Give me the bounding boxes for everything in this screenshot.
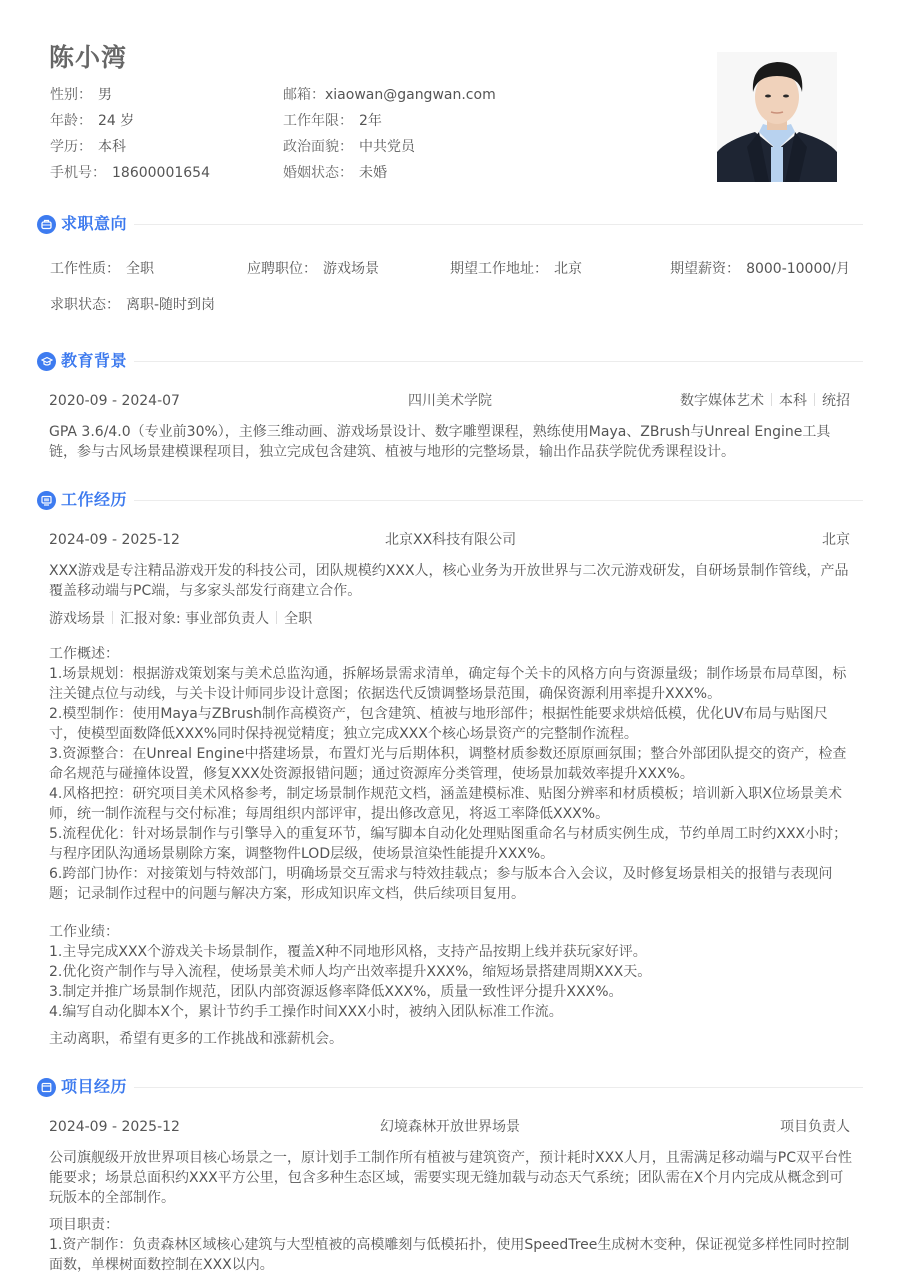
avatar [717,52,837,182]
section-header-education [37,349,863,373]
field-value: 离职-随时到岗 [126,297,216,313]
work-leave-reason: 主动离职，希望有更多的工作挑战和涨薪机会。 [49,1031,343,1047]
work-overview [49,644,854,904]
info-label: 学历： [50,139,92,155]
field-label: 应聘职位： [247,261,317,277]
field-value: 8000-10000/月 [746,261,850,277]
info-work-years [283,111,382,131]
field-value: 游戏场景 [323,261,379,277]
project-period: 2024-09 - 2025-12 [49,1119,180,1135]
candidate-name: 陈小湾 [49,43,128,72]
work-company: 北京XX科技有限公司 [385,532,517,548]
work-achievement-item: 4.编写自动化脚本X个，累计节约手工操作时间XXX小时，被纳入团队标准工作流。 [49,1004,563,1020]
info-value: 男 [98,87,112,103]
section-divider [134,1087,863,1088]
info-value[interactable]: xiaowan@gangwan.com [325,87,496,103]
work-achievement-item: 3.制定并推广场景制作规范，团队内部资源返修率降低XXX%，质量一致性评分提升XXX%。 [49,984,623,1000]
info-label: 政治面貌： [283,139,353,155]
work-overview-item: 2.模型制作：使用Maya与ZBrush制作高模资产，包含建筑、植被与地形部件；根据性能要求烘焙低模，优化UV布局与贴图尺寸，使模型面数降低XXX%同时保持视觉精度；独立完成XXX个核心场景资产的完整制作流程。 [49,706,828,742]
info-label: 手机号： [50,165,106,181]
info-email [283,85,496,105]
separator [771,393,772,406]
info-marital-status [283,163,387,183]
field-label: 工作性质： [50,261,120,277]
project-name: 幻境森林开放世界场景 [380,1119,520,1135]
info-value: 18600001654 [112,165,210,181]
info-age [50,111,134,131]
field-label: 期望薪资： [670,261,741,277]
work-achievements-title: 工作业绩： [49,924,119,940]
section-divider [134,361,863,362]
work-period: 2024-09 - 2025-12 [49,532,180,548]
section-title: 求职意向 [61,214,128,233]
education-type: 统招 [822,393,850,409]
education-description: GPA 3.6/4.0（专业前30%），主修三维动画、游戏场景设计、数字雕塑课程，熟练使用Maya、ZBrush与Unreal Engine工具链，参与古风场景建模课程项目，独立完成包含建筑、植被与地形的完整场景，输出作品获学院优秀课程设计。 [49,424,831,460]
separator [112,611,113,624]
section-title: 项目经历 [61,1077,128,1096]
work-tag: 全职 [284,611,313,627]
intent-location [450,259,582,279]
info-label: 年龄： [50,113,92,129]
education-period: 2020-09 - 2024-07 [49,393,180,409]
work-overview-item: 6.跨部门协作：对接策划与特效部门，明确场景交互需求与特效挂载点；参与版本合入会议，及时修复场景相关的报错与表现问题；记录制作过程中的问题与解决方案，形成知识库文档，供后续项目复用。 [49,866,833,902]
info-value: 未婚 [359,165,387,181]
info-education [50,137,126,157]
work-tag: 汇报对象: 事业部负责人 [120,611,270,627]
education-details [680,391,850,411]
info-value: 24 岁 [98,113,135,129]
work-overview-item: 1.场景规划：根据游戏策划案与美术总监沟通，拆解场景需求清单，确定每个关卡的风格方向与资源量级；制作场景布局草图，标注关键点位与动线，与关卡设计师同步设计意图；依据迭代反馈调整场景范围，确保资源利用率提升XXX%。 [49,666,847,702]
work-achievements [49,922,854,1022]
work-company-description: XXX游戏是专注精品游戏开发的科技公司，团队规模约XXX人，核心业务为开放世界与二次元游戏研发，自研场景制作管线，产品覆盖移动端与PC端，与多家头部发行商建立合作。 [49,563,849,599]
intent-position [247,259,379,279]
intent-status [50,295,215,315]
info-label: 工作年限： [283,113,353,129]
separator [276,611,277,624]
info-phone [50,163,210,183]
field-value: 北京 [554,261,582,277]
work-tag: 游戏场景 [49,611,105,627]
work-overview-item: 3.资源整合：在Unreal Engine中搭建场景，布置灯光与后期体积，调整材质参数还原原画氛围；整合外部团队提交的资产，检查命名规范与碰撞体设置，修复XXX处资源报错问题；通过资源库分类管理，使场景加载效率提升XXX%。 [49,746,847,782]
work-overview-item: 4.风格把控：研究项目美术风格参考，制定场景制作规范文档，涵盖建模标准、贴图分辨率和材质模板；培训新入职X位场景美术师，统一制作流程与交付标准；每周组织内部评审，提出修改意见，将返工率降低XXX%。 [49,786,842,822]
section-header-work [37,488,863,512]
field-value: 全职 [126,261,154,277]
work-city: 北京 [822,532,850,548]
section-divider [134,500,863,501]
section-title: 教育背景 [61,351,128,370]
work-overview-title: 工作概述： [49,646,119,662]
info-value: 本科 [98,139,126,155]
work-achievement-item: 1.主导完成XXX个游戏关卡场景制作，覆盖X种不同地形风格，支持产品按期上线并获玩家好评。 [49,944,647,960]
monitor-icon [37,491,56,510]
window-icon [37,1078,56,1097]
info-label: 婚姻状态： [283,165,353,181]
info-value: 2年 [359,113,382,129]
field-label: 求职状态： [50,297,120,313]
intent-job-type [50,259,154,279]
section-divider [134,224,863,225]
briefcase-icon [37,215,56,234]
education-school: 四川美术学院 [408,393,492,409]
info-label: 邮箱： [283,87,325,103]
info-political-status [283,137,415,157]
education-major: 数字媒体艺术 [680,393,764,409]
project-duty-item: 1.资产制作：负责森林区域核心建筑与大型植被的高模雕刻与低模拓扑，使用SpeedTree生成树木变种，保证视觉多样性同时控制面数，单棵树面数控制在XXX以内。 [49,1237,850,1273]
work-overview-item: 5.流程优化：针对场景制作与引擎导入的重复环节，编写脚本自动化处理贴图重命名与材质实例生成，节约单周工时约XXX小时；与程序团队沟通场景剔除方案，调整物件LOD层级，使场景渲染性能提升XXX%。 [49,826,848,862]
education-degree: 本科 [779,393,807,409]
project-description: 公司旗舰级开放世界项目核心场景之一，原计划手工制作所有植被与建筑资产，预计耗时XXX人月，且需满足移动端与PC双平台性能要求；场景总面积约XXX平方公里，包含多种生态区域，需要实现无缝加载与动态天气系统；团队需在X个月内完成从概念到可玩版本的全部制作。 [49,1150,852,1206]
project-duties [49,1215,854,1275]
project-role: 项目负责人 [780,1119,850,1135]
info-label: 性别： [50,87,92,103]
project-duties-title: 项目职责： [49,1217,119,1233]
separator [814,393,815,406]
work-achievement-item: 2.优化资产制作与导入流程，使场景美术师人均产出效率提升XXX%，缩短场景搭建周期XXX天。 [49,964,652,980]
info-value: 中共党员 [359,139,415,155]
portrait-photo [717,52,837,182]
intent-salary [670,259,850,279]
section-header-project [37,1075,863,1099]
section-header-job-intent [37,212,863,236]
graduation-cap-icon [37,352,56,371]
info-gender [50,85,112,105]
field-label: 期望工作地址： [450,261,548,277]
section-title: 工作经历 [61,490,128,509]
work-tags [49,609,312,629]
